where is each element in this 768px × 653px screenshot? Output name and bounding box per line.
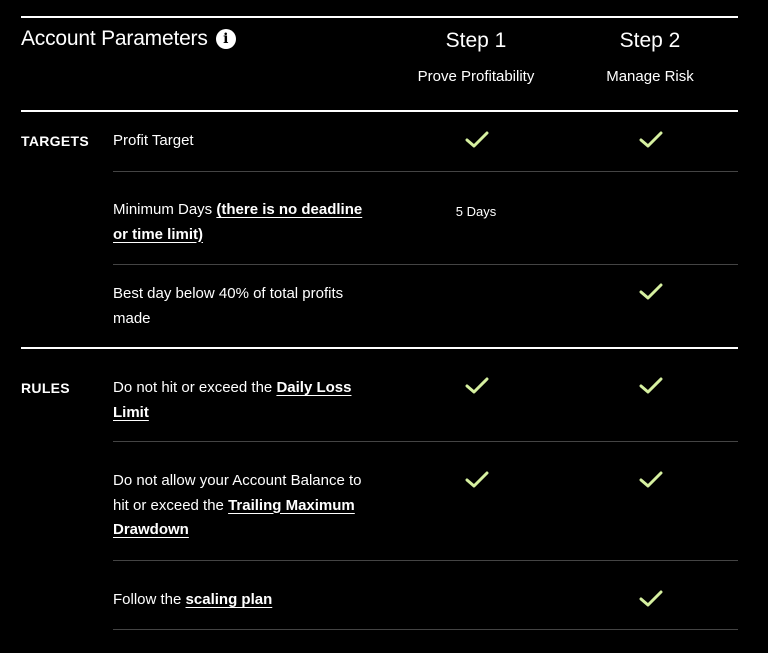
check-icon xyxy=(639,376,663,396)
row-label-best-day: Best day below 40% of total profits made xyxy=(113,285,344,327)
check-icon xyxy=(465,130,489,150)
row-text: Do not hit or exceed the xyxy=(113,379,277,396)
step-2-header xyxy=(550,28,750,85)
row-label-scaling xyxy=(113,588,363,613)
check-icon xyxy=(639,130,663,150)
row-text: Minimum Days xyxy=(113,201,217,218)
minimum-days-step1-value: 5 Days xyxy=(455,204,497,219)
section-label-rules: RULES xyxy=(21,380,70,396)
row-label-daily-loss xyxy=(113,376,363,425)
row-divider xyxy=(113,629,738,630)
top-divider xyxy=(21,16,738,18)
row-divider xyxy=(113,560,738,561)
scaling-plan-link[interactable]: scaling plan xyxy=(185,591,273,608)
row-divider xyxy=(113,171,738,172)
check-icon xyxy=(465,376,489,396)
row-text: Follow the xyxy=(113,591,186,608)
trailing-max-drawdown-link[interactable]: Trailing Maximum Drawdown xyxy=(113,496,355,538)
step-1-header xyxy=(376,28,576,85)
row-label-minimum-days xyxy=(113,198,363,247)
check-icon xyxy=(639,282,663,302)
row-divider xyxy=(113,264,738,265)
table-header-title xyxy=(21,27,236,51)
header-divider xyxy=(21,110,738,112)
row-divider xyxy=(113,441,738,442)
check-icon xyxy=(465,470,489,490)
page-title: Account Parameters xyxy=(21,27,208,50)
no-deadline-link[interactable]: (there is no deadline or time limit) xyxy=(113,201,363,243)
step-1-subtitle: Prove Profitability xyxy=(417,68,535,85)
step-2-title: Step 2 xyxy=(619,29,681,52)
info-icon[interactable]: i xyxy=(216,29,236,49)
row-label-profit-target: Profit Target xyxy=(113,132,194,149)
section-divider xyxy=(21,347,738,349)
row-text: Do not allow your Account Balance to hit or exceed the xyxy=(113,472,362,514)
section-label-targets: TARGETS xyxy=(21,133,89,149)
row-label-drawdown xyxy=(113,469,363,543)
step-2-subtitle: Manage Risk xyxy=(606,68,694,85)
daily-loss-limit-link[interactable]: Daily Loss Limit xyxy=(113,379,352,421)
step-1-title: Step 1 xyxy=(445,29,507,52)
check-icon xyxy=(639,589,663,609)
check-icon xyxy=(639,470,663,490)
